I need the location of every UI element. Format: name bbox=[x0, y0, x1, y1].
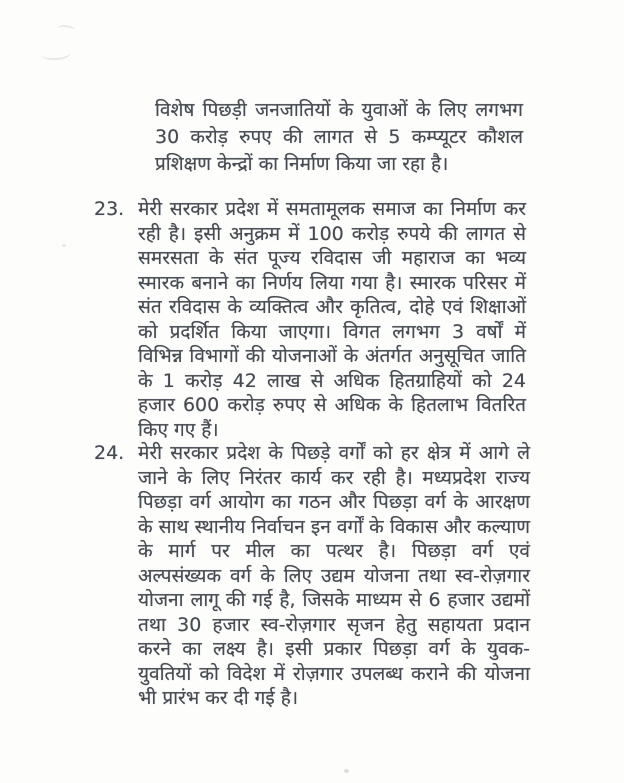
paragraph-text: मेरी सरकार प्रदेश में समतामूलक समाज का निर्माण कर रही है। इसी अनुक्रम में 100 करोड़ रुपये की लागत से समरसता के संत पूज्य रविदास जी महाराज का भव्य स्मारक बनाने का निर्णय लिया गया है। स्मारक परिसर में संत रविदास के व्यक्तित्व और कृतित्व, दोहे एवं शिक्षाओं को प्रदर्शित किया जाएगा। विगत लगभग 3 वर्षों में विभिन्न विभागों की योजनाओं के अंतर्गत अनुसूचित जाति के 1 करोड़ 42 लाख से अधिक हितग्राहियों को 24 हजार 600 करोड़ रुपए से अधिक के हितलाभ वितरित किए गए हैं। bbox=[138, 198, 526, 441]
scan-smudge-mark bbox=[56, 24, 74, 36]
scan-speck bbox=[62, 244, 66, 247]
paragraph-text: विशेष पिछड़ी जनजातियों के युवाओं के लिए लगभग 30 करोड़ रुपए की लागत से 5 कम्प्यूटर कौशल प्रशिक्षण केन्द्रों का निर्माण किया जा रहा है। bbox=[155, 99, 523, 175]
paragraph-23 bbox=[94, 197, 526, 442]
paragraph-continuation bbox=[155, 97, 523, 178]
paragraph-text: मेरी सरकार प्रदेश के पिछड़े वर्गों को हर क्षेत्र में आगे ले जाने के लिए निरंतर कार्य कर रही है। मध्यप्रदेश राज्य पिछड़ा वर्ग आयोग का गठन और पिछड़ा वर्ग के आरक्षण के साथ स्थानीय निर्वाचन इन वर्गों के विकास और कल्याण के मार्ग पर मील का पत्थर है। पिछड़ा वर्ग एवं अल्पसंख्यक वर्ग के लिए उद्यम योजना तथा स्व-रोज़गार योजना लागू की गई है, जिसके माध्यम से 6 हजार उद्यमों तथा 30 हजार स्व-रोज़गार सृजन हेतु सहायता प्रदान करने का लक्ष्य है। इसी प्रकार पिछड़ा वर्ग के युवक-युवतियों को विदेश में रोज़गार उपलब्ध कराने की योजना भी प्रारंभ कर दी गई है। bbox=[138, 442, 530, 709]
scan-smudge-mark bbox=[40, 45, 71, 61]
scan-speck bbox=[344, 769, 349, 773]
paragraph-number: 24. bbox=[94, 442, 125, 464]
paragraph-24 bbox=[94, 441, 530, 711]
paragraph-number: 23. bbox=[94, 198, 125, 220]
